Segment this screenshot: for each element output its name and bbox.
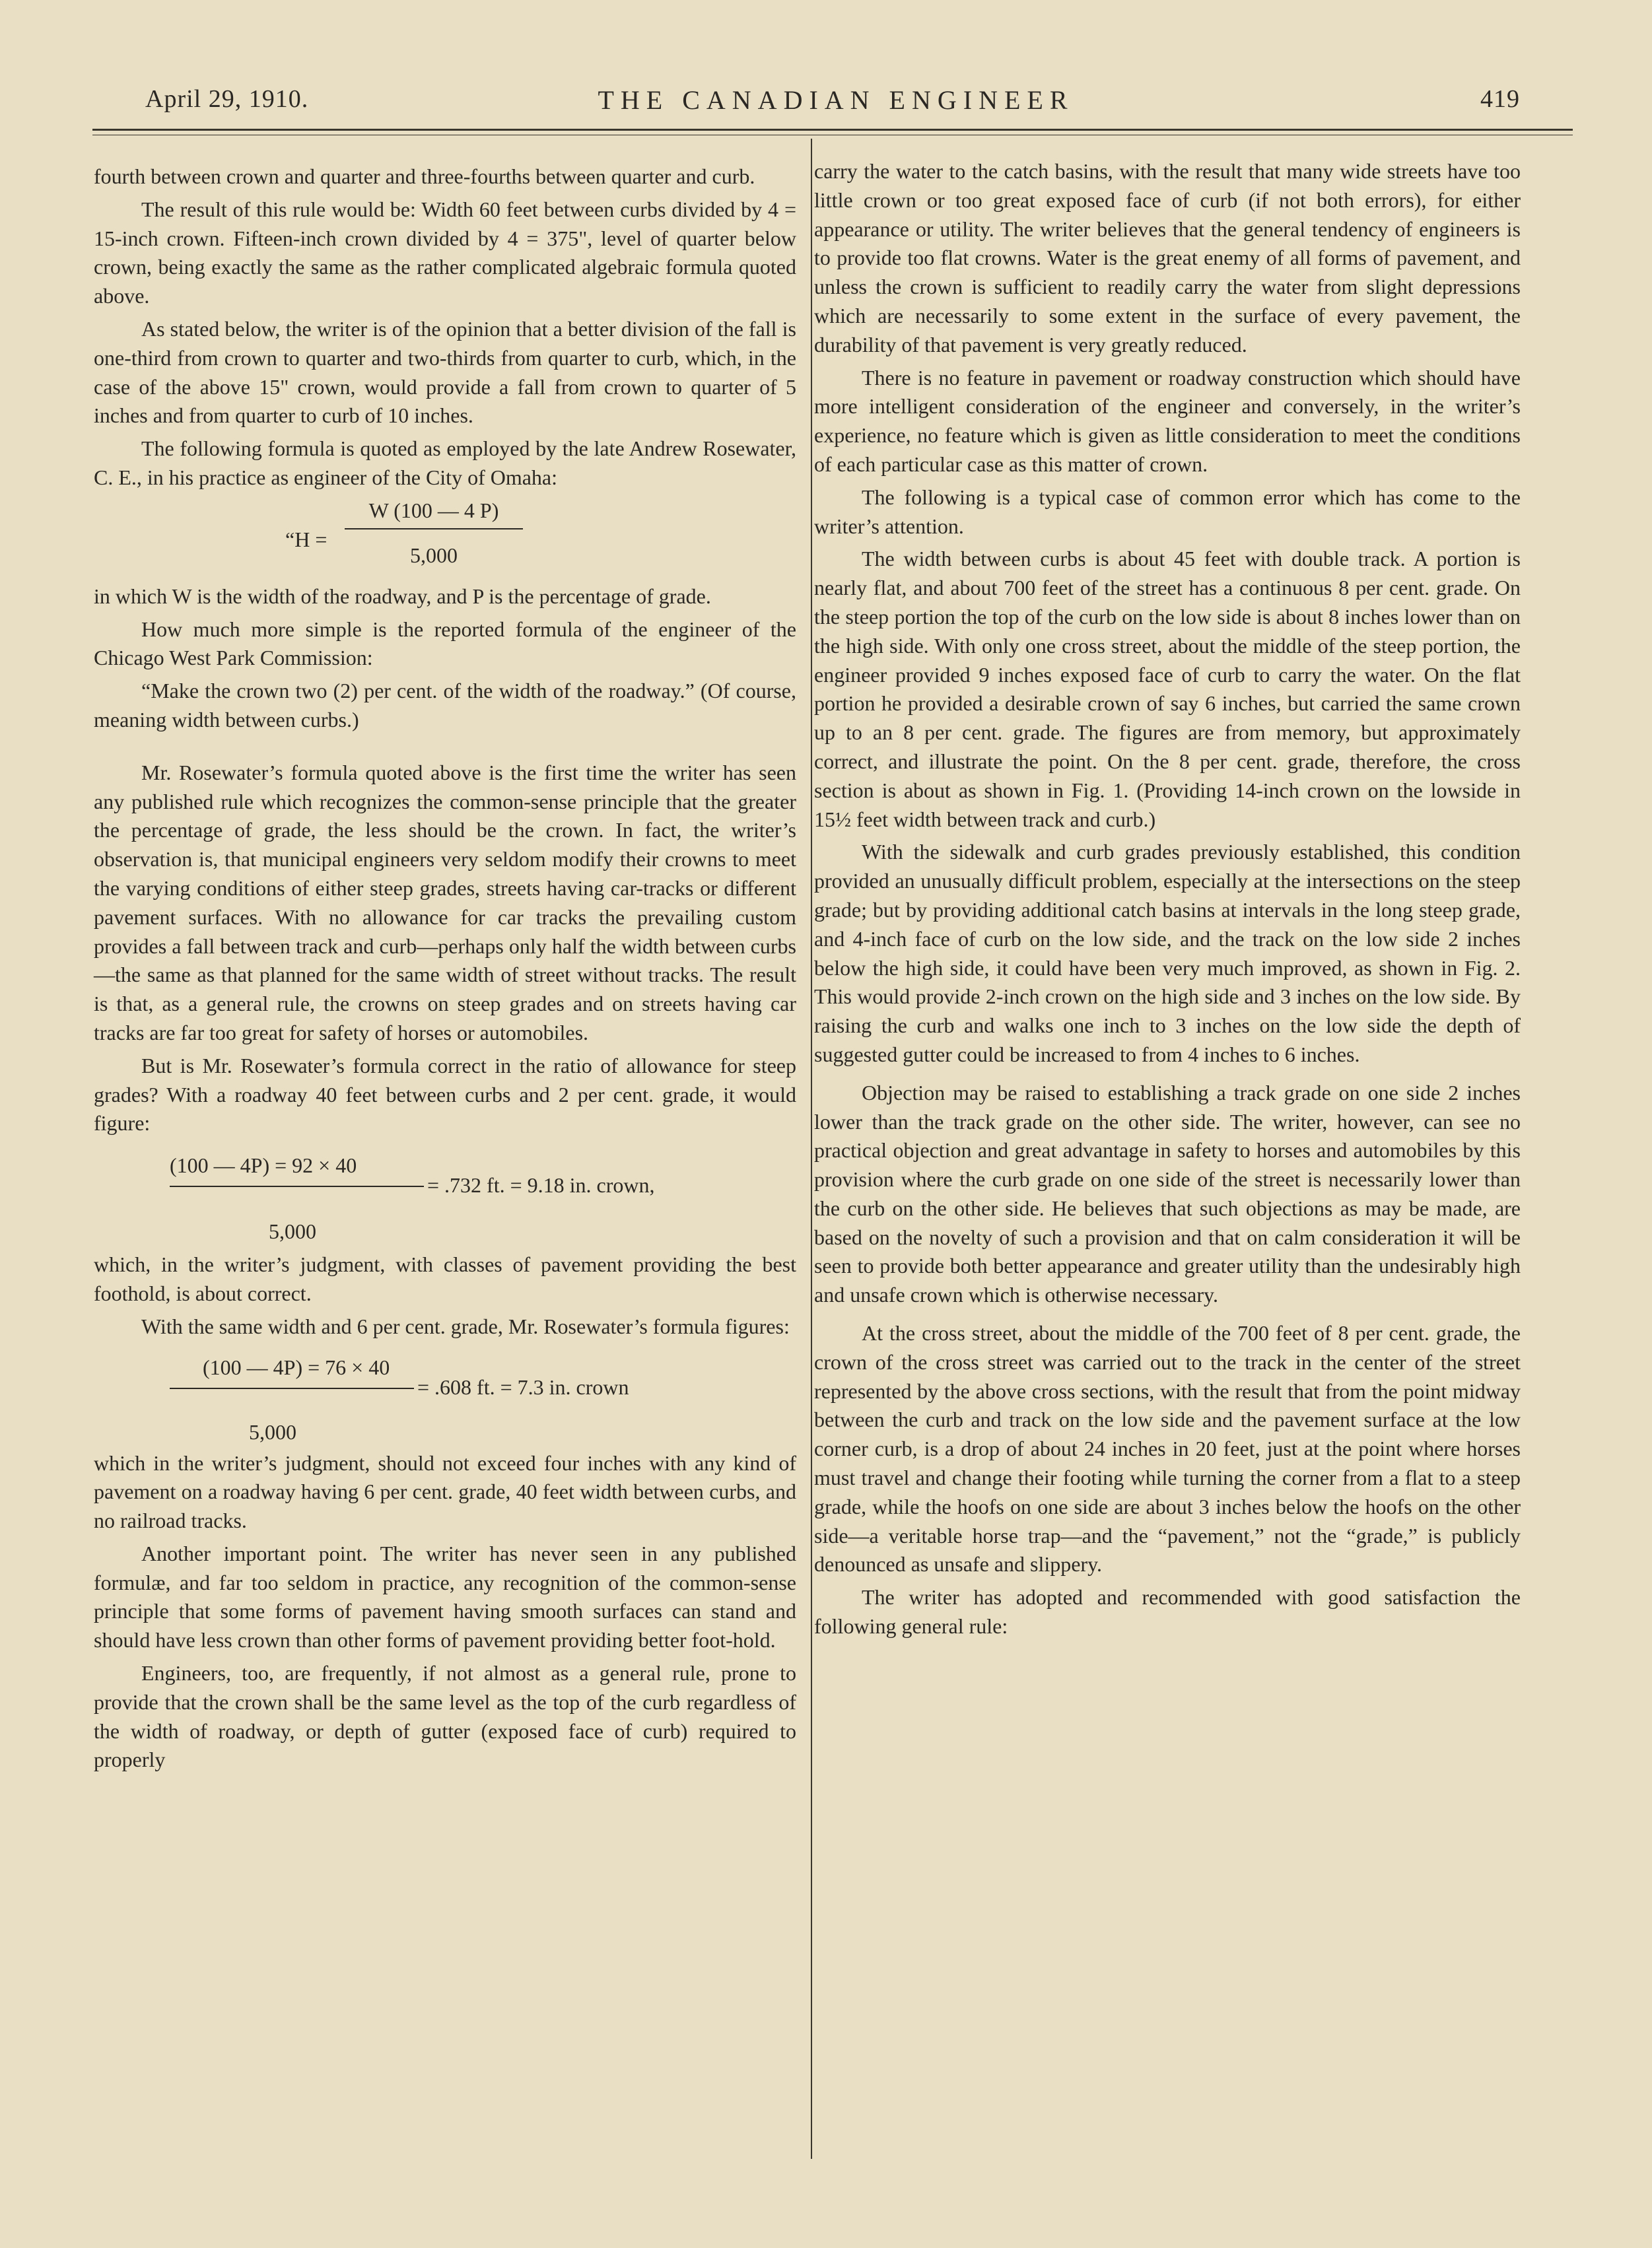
paragraph: which in the writer’s judgment, should not exceed four inches with any kind of pavement on a roadway having 6 per cent. grade, 40 feet width between curbs, and no railroad tracks. [94, 1450, 796, 1533]
paragraph: Engineers, too, are frequently, if not almost as a general rule, prone to provide that the crown shall be the same level as the top of the curb regardless of the width of roadway, or depth of gutter (exposed face of curb) required to properly [94, 1661, 796, 1772]
paragraph: which, in the writer’s judgment, with classes of pavement providing the best foothold, is about correct. [94, 1252, 796, 1305]
paragraph: With the sidewalk and curb grades previously established, this condition provided an unusually difficult problem, especially at the intersections on the steep grade; but by providing additional catch basins at intervals in the long steep grade, and 4-inch face of curb on the low side, and the track on the low side 2 inches below the high side, it could have been very much improved, as shown in Fig. 2. This would provide 2-inch crown on the high side and 3 inches on the low side. By raising the curb and walks one inch to 3 inches on the low side the depth of suggested gutter could be increased to from 4 inches to 6 inches. [814, 840, 1521, 1066]
formula-numerator: W (100 — 4 P) [368, 498, 499, 522]
formula-denominator: 5,000 [249, 1419, 296, 1444]
paragraph: Another important point. The writer has never seen in any published formulæ, and far too seldom in practice, any recognition of the common-sense principle that some forms of pavement having smooth surfaces can stand and should have less crown than other forms of pavement providing better foot-hold. [94, 1541, 796, 1652]
paragraph: fourth between crown and quarter and three-fourths between quarter and curb. [94, 164, 755, 188]
paragraph: The width between curbs is about 45 feet with double track. A portion is nearly flat, and about 700 feet of the street has a continuous 8 per cent. grade. On the steep portion the top of the curb on the low side is about 8 inches lower than on the high side. With only one cross street, about the middle of the steep portion, the engineer provided 9 inches exposed face of curb to carry the water. On the flat portion he provided a desirable crown of say 6 inches, but carried the same crown up to an 8 per cent. grade. The figures are from memory, but approximately correct, and illustrate the point. On the 8 per cent. grade, therefore, the cross section is about as shown in Fig. 1. (Providing 14-inch crown on the lowside in 15½ feet width between track and curb.) [814, 547, 1521, 831]
right-column [814, 157, 1521, 1645]
column-divider [811, 139, 812, 2159]
header-rule-thick [92, 129, 1573, 131]
rosewater-formula [94, 496, 796, 582]
paragraph: Objection may be raised to establishing a track grade on one side 2 inches lower than the track grade on the other side. The writer, however, can see no practical objection and great advantage in safety to horses and automobiles by this provision where the curb grade on one side of the street is necessarily lower than the curb on the other side. He believes that such objections as may be made, are based on the novelty of such a provision and that on calm consideration it will be seen to provide both better appearance and greater utility than the undesirably high and unsafe crown which is otherwise necessary. [814, 1080, 1521, 1307]
calculation-2-percent [94, 1151, 796, 1250]
fraction-bar [345, 528, 523, 529]
journal-title: THE CANADIAN ENGINEER [598, 85, 1074, 115]
formula-rhs: = .608 ft. = 7.3 in. crown [417, 1375, 629, 1399]
formula-numerator: (100 — 4P) = 76 × 40 [203, 1355, 390, 1379]
running-header [139, 85, 1533, 124]
left-column [94, 162, 796, 1779]
page-number: 419 [1480, 85, 1520, 113]
paragraph: The writer has adopted and recommended with good satisfaction the following general rule: [814, 1585, 1521, 1639]
paragraph: How much more simple is the reported formula of the engineer of the Chicago West Park Commission: [94, 617, 796, 670]
paragraph: With the same width and 6 per cent. grade, Mr. Rosewater’s formula figures: [141, 1314, 790, 1338]
paragraph: At the cross street, about the middle of the 700 feet of 8 per cent. grade, the crown of the cross street was carried out to the track in the center of the street represented by the above cross sections, with the result that from the point midway between the curb and track on the low side and the pavement surface at the low corner curb, is a drop of about 24 inches in 20 feet, just at the point where horses must travel and change their footing while turning the corner from a flat to a steep grade, while the hoofs on one side are about 3 inches below the hoofs on the other side—a veritable horse trap—and the “pavement,” not the “grade,” is publicly denounced as unsafe and slippery. [814, 1321, 1521, 1577]
paragraph: The following formula is quoted as employed by the late Andrew Rosewater, C. E., in his practice as engineer of the City of Omaha: [94, 436, 796, 489]
paragraph: The following is a typical case of common error which has come to the writer’s attention. [814, 485, 1521, 538]
formula-rhs: = .732 ft. = 9.18 in. crown, [427, 1173, 655, 1198]
fraction-bar [170, 1388, 414, 1389]
paragraph: “Make the crown two (2) per cent. of the width of the roadway.” (Of course, meaning width between curbs.) [94, 679, 796, 732]
paragraph: in which W is the width of the roadway, and P is the percentage of grade. [94, 584, 711, 608]
paragraph: The result of this rule would be: Width 60 feet between curbs divided by 4 = 15-inch crown. Fifteen-inch crown divided by 4 = 375", level of quarter below crown, being exactly the same as the rather complicated algebraic formula quoted above. [94, 197, 796, 308]
formula-denominator: 5,000 [410, 543, 458, 567]
paragraph: But is Mr. Rosewater’s formula correct in the ratio of allowance for steep grades? With a roadway 40 feet between curbs and 2 per cent. grade, it would figure: [94, 1053, 796, 1136]
paragraph: As stated below, the writer is of the opinion that a better division of the fall is one-third from crown to quarter and two-thirds from quarter to curb, which, in the case of the above 15" crown, would provide a fall from crown to quarter of 5 inches and from quarter to curb of 10 inches. [94, 316, 796, 428]
formula-numerator: (100 — 4P) = 92 × 40 [170, 1153, 357, 1178]
issue-date: April 29, 1910. [145, 85, 309, 113]
formula-denominator: 5,000 [269, 1219, 316, 1244]
paragraph: There is no feature in pavement or roadway construction which should have more intelligent consideration of the engineer and conversely, in the writer’s experience, no feature which is given as little consideration to meet the conditions of each particular case as this matter of crown. [814, 365, 1521, 476]
paragraph: carry the water to the catch basins, with the result that many wide streets have too little crown or too great exposed face of curb (if not both errors), for either appearance or utility. The writer believes that the general tendency of engineers is to provide too flat crowns. Water is the great enemy of all forms of pavement, and unless the crown is sufficient to readily carry the water from slight depressions which are necessarily to some extent in the surface of every pavement, the durability of that pavement is very greatly reduced. [814, 159, 1521, 357]
paragraph: Mr. Rosewater’s formula quoted above is the first time the writer has seen any published rule which recognizes the common-sense principle that the greater the percentage of grade, the less should be the crown. In fact, the writer’s observation is, that municipal engineers very seldom modify their crowns to meet the varying conditions of either steep grades, streets having car-tracks or different pavement surfaces. With no allowance for car tracks the prevailing custom provides a fall between track and curb—perhaps only half the width between curbs—the same as that planned for the same width of street without tracks. The result is that, as a general rule, the crowns on steep grades and on streets having car tracks are far too great for safety of horses or automobiles. [94, 760, 796, 1044]
fraction-bar [170, 1186, 424, 1187]
calculation-6-percent [94, 1353, 796, 1449]
formula-lhs: “H = [285, 527, 327, 551]
